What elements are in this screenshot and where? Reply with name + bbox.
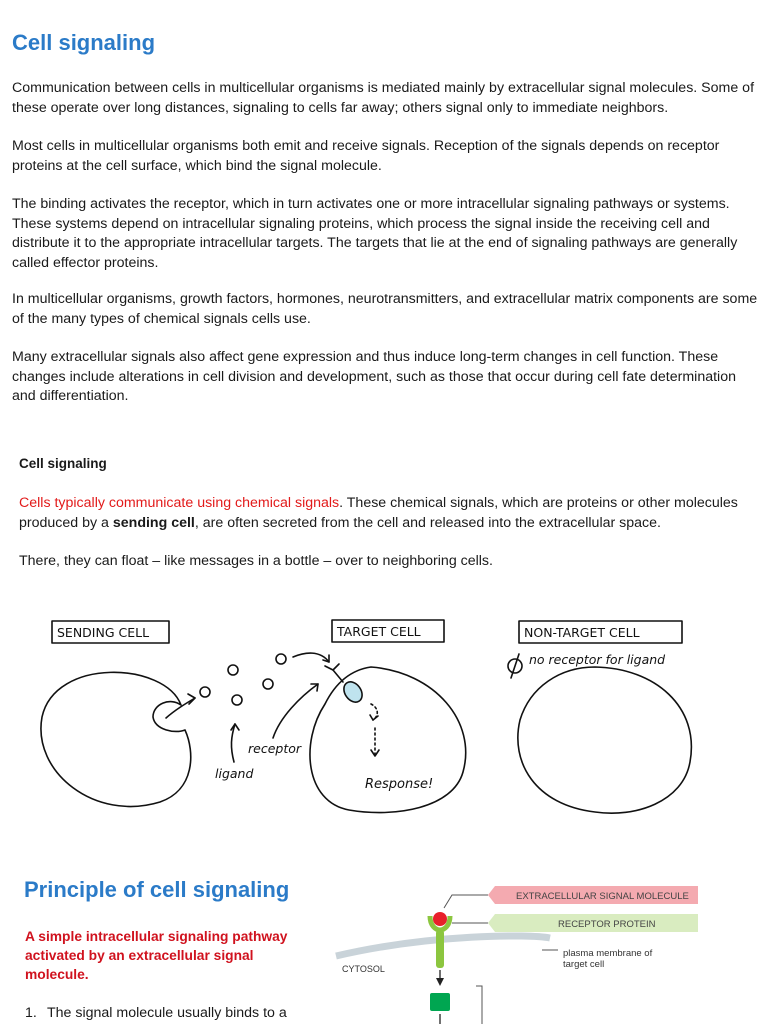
receptor-cup	[325, 664, 339, 670]
intro-paragraph-3: The binding activates the receptor, which in turn activates one or more intracellular signaling pathways or systems. These systems depend on intracellular signaling proteins, which process the signal inside the receiving cell and distribute it to the appropriate intracellular targets. The targets that lie at the end of signaling pathways are generally called effector proteins.	[12, 196, 738, 271]
list-item-text: The signal molecule usually binds to a	[47, 1005, 287, 1021]
ligand-molecule	[276, 654, 286, 664]
response-label: Response!	[365, 777, 434, 792]
cell-signaling-diagram	[35, 612, 725, 818]
page-title: Cell signaling	[12, 30, 156, 55]
paragraph-text-a: . These chemical signals, which are proteins or other molecules produced by a	[19, 495, 738, 531]
pathway-bracket	[476, 986, 482, 1024]
receptor-body	[340, 678, 366, 705]
intro-paragraph-5: Many extracellular signals also affect gene expression and thus induce long-term changes in cell function. These changes include alterations in cell division and development, such as those that occur during cell fate determination and differentiation.	[12, 349, 736, 404]
receptor-protein-label: RECEPTOR PROTEIN	[558, 919, 656, 930]
sending-cell-label: SENDING CELL	[57, 625, 150, 640]
intro-paragraph-4: In multicellular organisms, growth factors, hormones, neurotransmitters, and extracellular matrix components are some of the many types of chemical signals cells use.	[12, 291, 758, 327]
no-receptor-note: no receptor for ligand	[529, 652, 666, 667]
ligand-molecule	[200, 687, 210, 697]
receptor-label: receptor	[248, 741, 302, 756]
paragraph-text-b: , are often secreted from the cell and released into the extracellular space.	[194, 514, 661, 531]
chemical-signals-paragraph	[19, 494, 759, 533]
bottle-paragraph: There, they can float – like messages in a bottle – over to neighboring cells.	[19, 553, 493, 569]
receptor-pointer	[273, 684, 318, 738]
signaling-pathway-diagram	[330, 878, 730, 1024]
cascade-arrow-head-1	[370, 715, 378, 720]
non-target-cell	[518, 667, 692, 813]
extracellular-label: EXTRACELLULAR SIGNAL MOLECULE	[516, 891, 689, 902]
ligand-label: ligand	[215, 766, 254, 781]
cytosol-label: CYTOSOL	[342, 964, 385, 974]
pathway-arrowhead	[436, 978, 444, 986]
target-cell-label: TARGET CELL	[337, 624, 421, 639]
principle-title: Principle of cell signaling	[24, 877, 290, 902]
principle-red-text: A simple intracellular signaling pathway activated by an extracellular signal molecule.	[25, 929, 288, 982]
highlighted-phrase: Cells typically communicate using chemical signals	[19, 495, 340, 511]
section-subtitle: Cell signaling	[19, 456, 107, 471]
signaling-protein	[430, 993, 450, 1011]
intro-paragraph-1: Communication between cells in multicellular organisms is mediated mainly by extracellular signal molecules. Some of these operate over long distances, signaling to cells far away; others signal only to immediate neighbors.	[12, 80, 755, 116]
non-target-cell-label: NON-TARGET CELL	[524, 625, 640, 640]
sending-cell-term: sending cell	[112, 514, 195, 531]
list-item-number: 1.	[25, 1005, 37, 1021]
ligand-molecule	[232, 695, 242, 705]
list-item	[25, 1004, 300, 1023]
intro-paragraph-2: Most cells in multicellular organisms both emit and receive signals. Reception of the signals depends on receptor proteins at the cell surface, which bind the signal molecule.	[12, 138, 720, 174]
ligand-molecule	[263, 679, 273, 689]
null-symbol-slash	[511, 654, 519, 678]
ligand-pointer-head	[231, 724, 239, 730]
receptor-stem	[333, 670, 343, 682]
membrane-label-line1: plasma membrane of	[563, 948, 653, 959]
ligand-molecule	[228, 665, 238, 675]
receptor-protein-stem	[436, 930, 444, 968]
signal-molecule	[433, 912, 447, 926]
membrane-label-line2: target cell	[563, 959, 605, 970]
sending-cell	[41, 672, 191, 806]
signal-pointer	[444, 895, 488, 908]
